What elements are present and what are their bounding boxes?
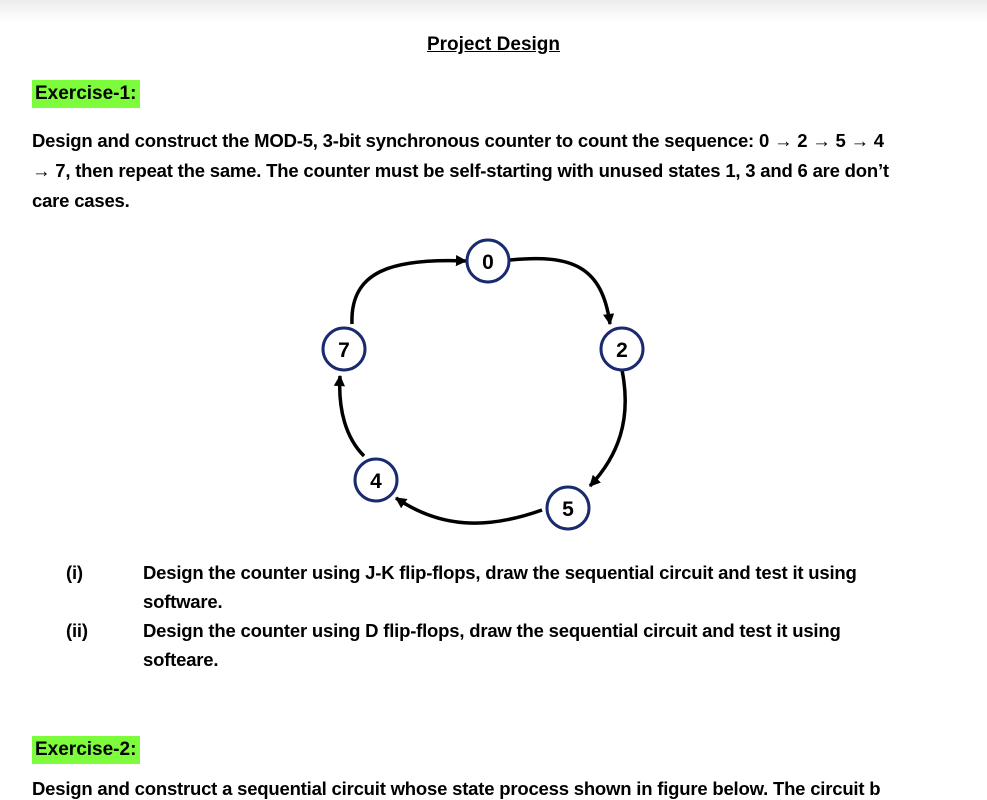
state-node-2 xyxy=(601,328,643,370)
exercise-1-description xyxy=(32,126,957,216)
task-marker: (ii) xyxy=(66,620,88,641)
state-label: 5 xyxy=(562,498,574,521)
state-node-0 xyxy=(467,240,509,282)
page-title: Project Design xyxy=(426,34,561,55)
task-marker: (i) xyxy=(66,562,83,583)
task-text-line: Design the counter using J-K flip-flops, draw the sequential circuit and test it using xyxy=(143,562,857,583)
exercise-2-description-partial: Design and construct a sequential circuit whose state process shown in figure below. The circuit b xyxy=(32,778,881,799)
state-node-4 xyxy=(355,459,397,501)
description-line: care cases. xyxy=(32,190,130,211)
task-text-line: software. xyxy=(143,591,223,612)
state-label: 2 xyxy=(616,339,628,362)
state-diagram xyxy=(310,228,670,538)
page-top-shadow xyxy=(0,0,987,22)
transition-0-to-2 xyxy=(510,259,610,324)
transition-2-to-5 xyxy=(590,370,625,486)
state-label: 4 xyxy=(370,470,382,493)
transition-4-to-7 xyxy=(340,376,364,456)
state-label: 7 xyxy=(338,339,350,362)
state-node-5 xyxy=(547,487,589,529)
exercise-1-heading: Exercise-1: xyxy=(32,80,140,108)
state-node-7 xyxy=(323,328,365,370)
transition-7-to-0 xyxy=(352,261,466,324)
transition-5-to-4 xyxy=(396,498,542,523)
exercise-2-heading: Exercise-2: xyxy=(32,736,140,764)
task-text-line: Design the counter using D flip-flops, draw the sequential circuit and test it using xyxy=(143,620,841,641)
description-line: → 7, then repeat the same. The counter must be self-starting with unused states 1, 3 and 6 are don’t xyxy=(32,160,889,181)
task-text-line: softeare. xyxy=(143,649,219,670)
state-label: 0 xyxy=(482,251,494,274)
description-line: Design and construct the MOD-5, 3-bit synchronous counter to count the sequence: 0 → 2 → 5 → 4 xyxy=(32,130,884,151)
